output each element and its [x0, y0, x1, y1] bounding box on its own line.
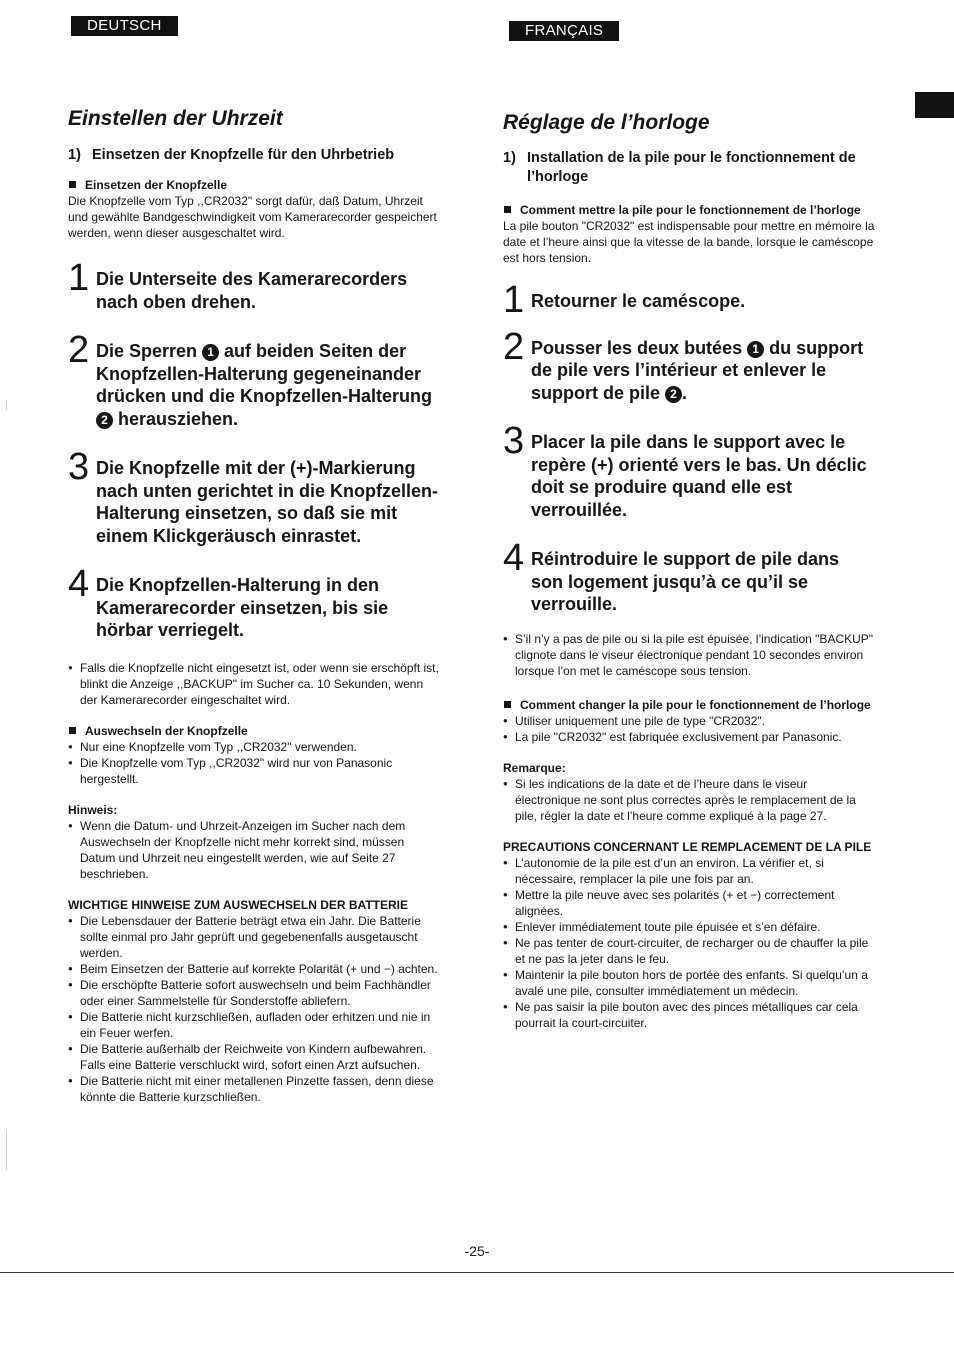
footer-rule: [0, 1272, 954, 1273]
section-title: Réglage de l’horloge: [503, 111, 710, 134]
section-heading-text: Auswechseln der Knopfzelle: [85, 723, 248, 738]
language-tag-german: DEUTSCH: [71, 16, 178, 36]
section-heading-text: Comment mettre la pile pour le fonctionnement de l’horloge: [520, 203, 861, 217]
subsection-heading: [68, 146, 440, 165]
subsection-text: Installation de la pile pour le fonctionnement de l’horloge: [527, 150, 856, 185]
german-column: [68, 106, 440, 1105]
warning-list: [503, 855, 875, 1031]
list-item: ● Beim Einsetzen der Batterie auf korrekte Polarität (+ und −) achten.: [68, 961, 440, 977]
intro-paragraph: La pile bouton "CR2032" est indispensable pour mettre en mémoire la date et l’heure ainsi que la vitesse de la bande, lorsque le caméscope est hors tension.: [503, 219, 875, 265]
section-heading: [68, 177, 440, 193]
square-bullet-icon: [504, 206, 511, 213]
note-list: [68, 818, 440, 882]
step-number: 2: [503, 325, 525, 368]
step-text: .: [682, 382, 688, 403]
callout-1-icon: 1: [202, 344, 219, 361]
step-text: Die Unterseite des Kamerarecorders nach oben drehen.: [96, 269, 408, 312]
replacement-list: [68, 739, 440, 787]
list-item: ● L’autonomie de la pile est d’un an environ. La vérifier et, si nécessaire, remplacer la pile une fois par an.: [503, 855, 875, 887]
note-heading: Remarque:: [503, 760, 566, 775]
list-item: ● Die Knopfzelle vom Typ ,,CR2032" wird nur von Panasonic hergestellt.: [68, 755, 440, 787]
list-item: ● Enlever immédiatement toute pile épuisée et s’en défaire.: [503, 919, 875, 935]
subsection-number: 1): [68, 147, 81, 163]
list-item: ● Falls die Knopfzelle nicht eingesetzt ist, oder wenn sie erschöpft ist, blinkt die Anzeige ,,BACKUP" im Sucher ca. 10 Sekunden, wenn der Kamerarecorder eingeschaltet wird.: [68, 660, 440, 708]
step-number: 4: [68, 563, 90, 605]
step-4: [503, 537, 875, 616]
list-item: ● Si les indications de la date et de l’heure dans le viseur électronique ne sont plus correctes après le remplacement de la pile, régler la date et l’heure comme expliqué à la page 27.: [503, 776, 875, 824]
subsection-text: Einsetzen der Knopfzelle für den Uhrbetrieb: [92, 147, 395, 163]
step-text: Die Sperren: [96, 341, 203, 361]
list-item: ● Die Batterie außerhalb der Reichweite von Kindern aufbewahren. Falls eine Batterie verschluckt wird, sofort einen Arzt aufsuchen.: [68, 1041, 440, 1073]
note-list: [503, 631, 875, 679]
list-item: ● Nur eine Knopfzelle vom Typ ,,CR2032" verwenden.: [68, 739, 440, 755]
french-column: [503, 110, 875, 1031]
list-item: ● Maintenir la pile bouton hors de portée des enfants. Si quelqu’un a avalé une pile, consulter immédiatement un médecin.: [503, 967, 875, 999]
step-text: Placer la pile dans le support avec le repère (+) orienté vers le bas. Un déclic doit se produire quand elle est verrouillée.: [531, 432, 867, 520]
step-4: [68, 563, 440, 642]
language-tag-french: FRANÇAIS: [509, 21, 619, 41]
section-heading: [68, 723, 440, 739]
list-item: ● Die Lebensdauer der Batterie beträgt etwa ein Jahr. Die Batterie sollte einmal pro Jahr geprüft und gegebenenfalls ausgetauscht werden.: [68, 913, 440, 961]
square-bullet-icon: [69, 727, 76, 734]
section-heading-text: Comment changer la pile pour le fonctionnement de l’horloge: [520, 697, 871, 712]
page-edge-marker: [915, 92, 954, 118]
step-number: 3: [68, 446, 90, 488]
section-title: Einstellen der Uhrzeit: [68, 107, 283, 130]
list-item: ● La pile "CR2032" est fabriquée exclusivement par Panasonic.: [503, 729, 875, 745]
warning-list: [68, 913, 440, 1105]
step-text: Retourner le caméscope.: [531, 291, 746, 311]
page-number: -25-: [464, 1243, 490, 1259]
section-heading-text: Einsetzen der Knopfzelle: [85, 178, 228, 192]
step-number: 2: [68, 329, 90, 371]
subsection-heading: [503, 149, 875, 187]
list-item: ● S’il n’y a pas de pile ou si la pile est épuisée, l’indication "BACKUP" clignote dans le viseur électronique pendant 10 secondes environ lorsque l’on met le caméscope sous tension.: [503, 631, 875, 679]
step-text: du support de pile vers l’intérieur et enlever le support de pile: [531, 337, 864, 403]
square-bullet-icon: [69, 181, 76, 188]
scan-artifact: [6, 1130, 7, 1170]
list-item: ● Die erschöpfte Batterie sofort auswechseln und beim Fachhändler oder einer Sammelstelle für Sonderstoffe abliefern.: [68, 977, 440, 1009]
section-heading: [503, 697, 875, 713]
square-bullet-icon: [504, 701, 511, 708]
step-1: [68, 257, 440, 313]
warning-heading: PRECAUTIONS CONCERNANT LE REMPLACEMENT DE LA PILE: [503, 839, 872, 854]
step-text: Die Knopfzellen-Halterung in den Kamerarecorder einsetzen, bis sie hörbar verriegelt.: [96, 575, 389, 640]
step-1: [503, 279, 875, 321]
step-text: Die Knopfzelle mit der (+)-Markierung nach unten gerichtet in die Knopfzellen-Halterung einsetzen, so daß sie mit einem Klickgeräusch einrastet.: [96, 458, 439, 546]
note-heading: Hinweis:: [68, 802, 118, 817]
list-item: ● Ne pas tenter de court-circuiter, de recharger ou de chauffer la pile et ne pas la jeter dans le feu.: [503, 935, 875, 967]
warning-heading: WICHTIGE HINWEISE ZUM AUSWECHSELN DER BATTERIE: [68, 897, 408, 912]
step-number: 3: [503, 420, 525, 462]
note-list: [503, 776, 875, 824]
list-item: ● Wenn die Datum- und Uhrzeit-Anzeigen im Sucher nach dem Auswechseln der Knopfzelle nicht mehr korrekt sind, müssen Datum und Uhrzeit neu eingestellt werden, wie auf Seite 27 beschrieben.: [68, 818, 440, 882]
step-2: [503, 325, 875, 405]
step-text: auf beiden Seiten der Knopfzellen-Halterung gegeneinander drücken und die Knopfzellen-Halterung: [96, 341, 433, 406]
step-3: [68, 446, 440, 547]
intro-paragraph: Die Knopfzelle vom Typ ,,CR2032" sorgt dafür, daß Datum, Uhrzeit und gewählte Bandgeschwindigkeit vom Kamerarecorder gespeichert werden, wenn dieser ausgeschaltet wird.: [68, 194, 437, 240]
note-list: [68, 660, 440, 708]
callout-1-icon: 1: [747, 341, 764, 358]
replacement-list: [503, 713, 875, 745]
step-3: [503, 420, 875, 521]
list-item: ● Mettre la pile neuve avec ses polarités (+ et −) correctement alignées.: [503, 887, 875, 919]
callout-2-icon: 2: [96, 412, 113, 429]
scan-artifact: [6, 400, 7, 410]
list-item: ● Die Batterie nicht mit einer metallenen Pinzette fassen, denn diese könnte die Batterie kurzschließen.: [68, 1073, 440, 1105]
step-2: [68, 329, 440, 430]
step-text: herausziehen.: [113, 408, 239, 429]
step-text: Réintroduire le support de pile dans son logement jusqu’à ce qu’il se verrouille.: [531, 549, 840, 614]
list-item: ● Ne pas saisir la pile bouton avec des pinces métalliques car cela pourrait la court-circuiter.: [503, 999, 875, 1031]
list-item: ● Utiliser uniquement une pile de type "CR2032".: [503, 713, 875, 729]
subsection-number: 1): [503, 150, 516, 166]
step-number: 4: [503, 537, 525, 579]
step-number: 1: [68, 257, 90, 299]
step-number: 1: [503, 279, 525, 321]
step-text: Pousser les deux butées: [531, 337, 748, 358]
list-item: ● Die Batterie nicht kurzschließen, aufladen oder erhitzen und nie in ein Feuer werfen.: [68, 1009, 440, 1041]
callout-2-icon: 2: [665, 386, 682, 403]
section-heading: [503, 202, 875, 218]
